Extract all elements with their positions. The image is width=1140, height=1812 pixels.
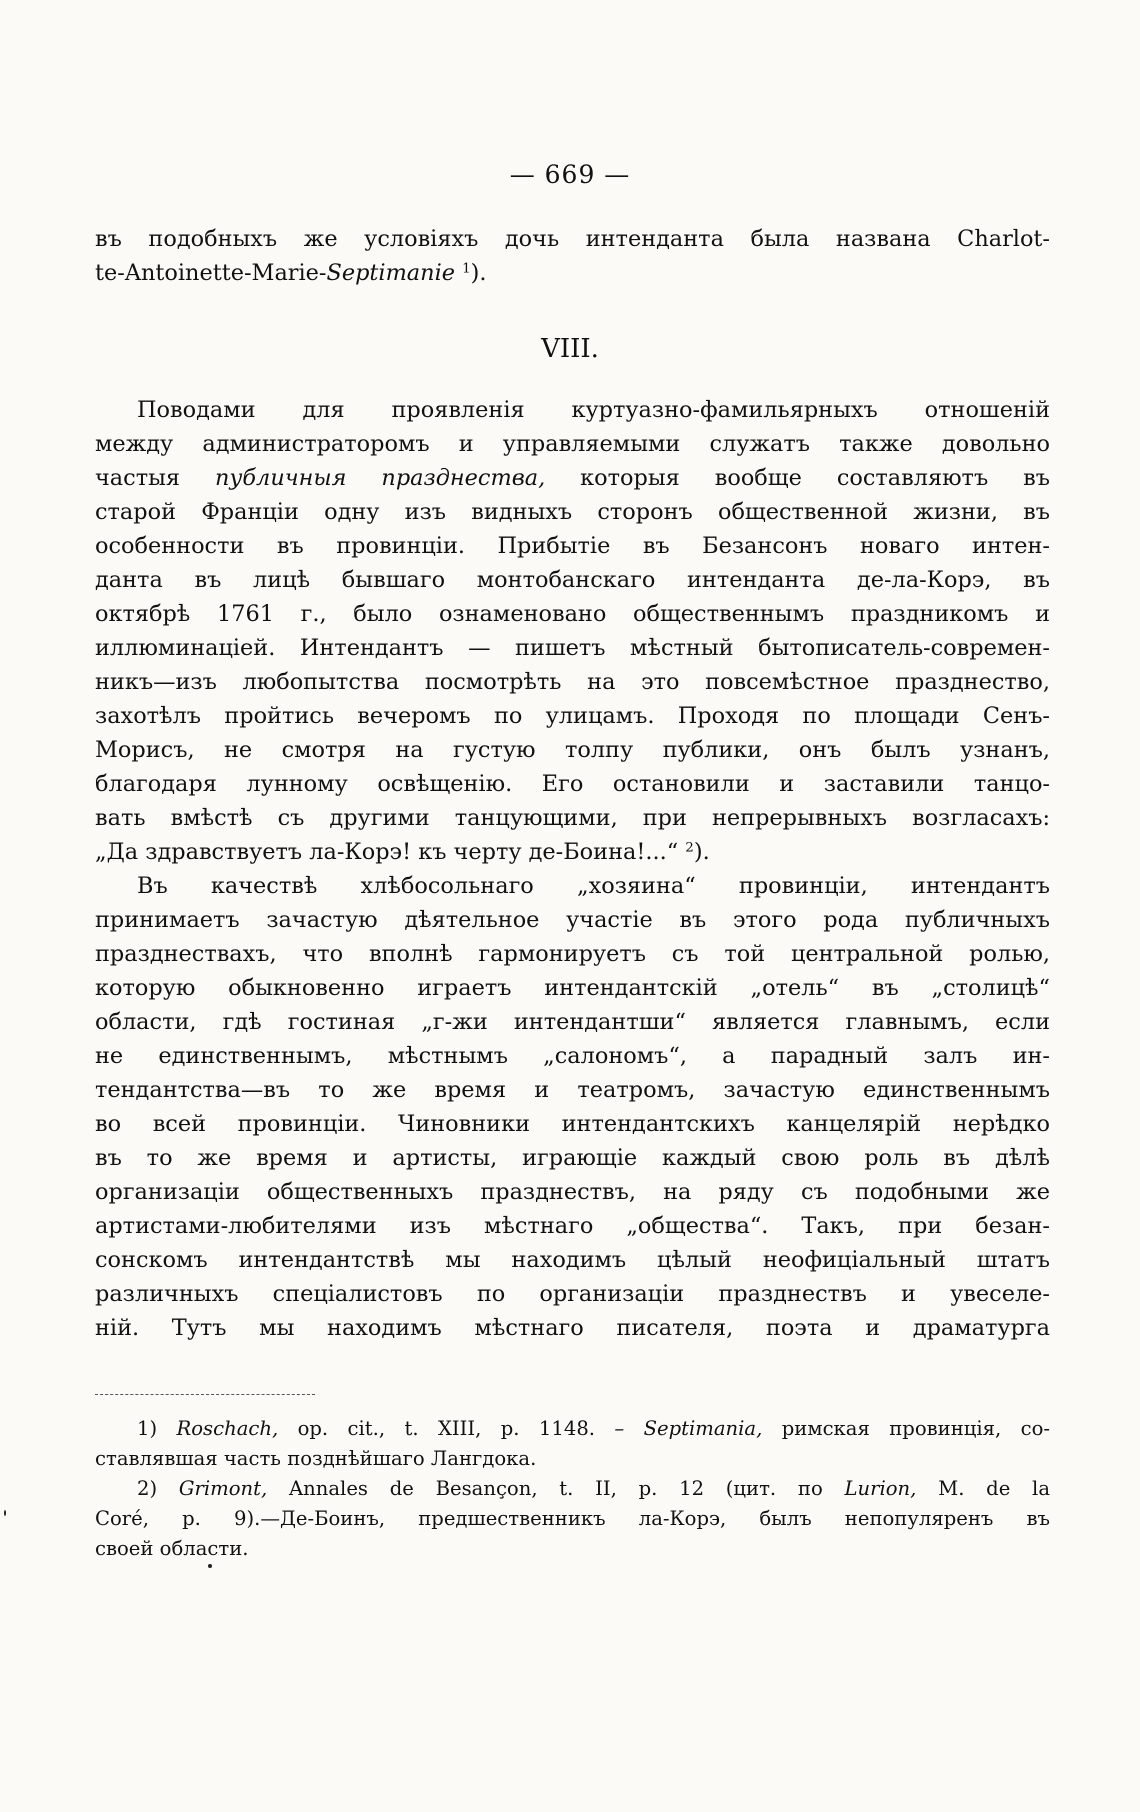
text-line: благодаря лунному освѣщенію. Его остановили и заставили танцо- [95, 771, 1050, 797]
text-fragment: M. de la [916, 1477, 1051, 1500]
text-line: Морисъ, не смотря на густую толпу публики, онъ былъ узнанъ, [95, 737, 1050, 763]
text-line: не единственнымъ, мѣстнымъ „салономъ“, а парадный залъ ин- [95, 1043, 1050, 1069]
text-fragment: ). [693, 839, 710, 865]
footnote-separator [95, 1394, 315, 1395]
section-heading: VIII. [541, 334, 599, 364]
text-line [95, 835, 1050, 869]
text-line: въ то же время и артисты, играющіе каждый свою роль въ дѣлѣ [95, 1145, 1050, 1171]
footnote-2-line: своей области. [95, 1537, 249, 1560]
text-fragment: te-Antoinette-Marie- [95, 260, 327, 286]
italic-name: Septimanie [326, 260, 455, 286]
text-line: различныхъ спеціалистовъ по организаціи празднествъ и увеселе- [95, 1281, 1050, 1307]
footnote-mark: 1 [137, 1417, 150, 1440]
text-line: октябрѣ 1761 г., было ознаменовано общественнымъ праздникомъ и [95, 601, 1050, 627]
text-line: ній. Тутъ мы находимъ мѣстнаго писателя, поэта и драматурга [95, 1315, 1050, 1341]
continued-text [95, 222, 1050, 290]
text-line: между администраторомъ и управляемыми служатъ также довольно [95, 431, 1050, 457]
text-fragment: „Да здравствуетъ ла-Корэ! къ черту де-Боина!...“ [95, 839, 679, 865]
text-line: иллюминаціей. Интендантъ — пишетъ мѣстный бытописатель-современ- [95, 635, 1050, 661]
text-line: празднествахъ, что вполнѣ гармонируетъ съ той центральной ролью, [95, 941, 1050, 967]
text-line: вать вмѣстѣ съ другими танцующими, при непрерывныхъ возгласахъ: [95, 805, 1050, 831]
text-line: которую обыкновенно играетъ интендантскій „отель“ въ „столицѣ“ [95, 975, 1050, 1001]
text-line: захотѣлъ пройтись вечеромъ по улицамъ. Проходя по площади Сенъ- [95, 703, 1050, 729]
italic-author: Grimont, [178, 1477, 268, 1500]
text-fragment: ) [149, 1477, 179, 1500]
italic-phrase: публичныя празднества, [214, 465, 546, 491]
text-fragment: Annales de Besançon, t. II, p. 12 (цит. по [267, 1477, 845, 1500]
footnote-1-line: ставлявшая часть позднѣйшаго Лангдока. [95, 1447, 537, 1470]
paragraph-2 [95, 869, 1050, 1345]
print-speck [4, 1510, 6, 1516]
print-speck [208, 1564, 212, 1568]
text-line: Поводами для проявленія куртуазно-фамильярныхъ отношеній [137, 397, 1050, 423]
text-line: никъ—изъ любопытства посмотрѣть на это повсемѣстное празднество, [95, 669, 1050, 695]
text-line [95, 256, 1050, 290]
footnote-2-line [95, 1474, 1050, 1504]
footnote-1-line [95, 1414, 1050, 1444]
text-line: во всей провинціи. Чиновники интендантскихъ канцелярій нерѣдко [95, 1111, 1050, 1137]
text-line: старой Франціи одну изъ видныхъ сторонъ общественной жизни, въ [95, 499, 1050, 525]
text-fragment: op. cit., t. XIII, p. 1148. – [278, 1417, 644, 1440]
text-fragment: ). [470, 260, 487, 286]
footnotes [95, 1414, 1050, 1564]
text-line: сонскомъ интендантствѣ мы находимъ цѣлый неофиціальный штатъ [95, 1247, 1050, 1273]
text-line: въ подобныхъ же условіяхъ дочь интенданта была названа Charlot- [95, 226, 1050, 252]
text-line [95, 461, 1050, 495]
text-line: области, гдѣ гостиная „г-жи интендантши“ является главнымъ, если [95, 1009, 1050, 1035]
footnote-ref: 2 [685, 840, 694, 856]
paragraph-1 [95, 393, 1050, 869]
text-fragment: римская провинція, со- [762, 1417, 1050, 1440]
text-line: особенности въ провинціи. Прибытіе въ Безансонъ новаго интен- [95, 533, 1050, 559]
italic-term: Septimania, [643, 1417, 763, 1440]
italic-author: Roschach, [176, 1417, 279, 1440]
footnote-2-line: Coré, p. 9).—Де-Боинъ, предшественникъ ла-Корэ, былъ непопуляренъ въ [95, 1507, 1050, 1530]
text-line: Въ качествѣ хлѣбосольнаго „хозяина“ провинціи, интендантъ [137, 873, 1050, 899]
text-line: тендантства—въ то же время и театромъ, зачастую единственнымъ [95, 1077, 1050, 1103]
text-fragment: частыя [95, 465, 215, 491]
text-fragment: ) [149, 1417, 177, 1440]
text-line: принимаетъ зачастую дѣятельное участіе въ этого рода публичныхъ [95, 907, 1050, 933]
page-number: — 669 — [509, 160, 631, 189]
text-line: организаціи общественныхъ празднествъ, на ряду съ подобными же [95, 1179, 1050, 1205]
text-fragment: которыя вообще составляютъ въ [545, 465, 1050, 491]
footnote-mark: 2 [137, 1477, 150, 1500]
text-line: артистами-любителями изъ мѣстнаго „общества“. Такъ, при безан- [95, 1213, 1050, 1239]
text-line: данта въ лицѣ бывшаго монтобанскаго интенданта де-ла-Корэ, въ [95, 567, 1050, 593]
italic-author: Lurion, [844, 1477, 917, 1500]
footnote-ref: 1 [462, 261, 471, 277]
